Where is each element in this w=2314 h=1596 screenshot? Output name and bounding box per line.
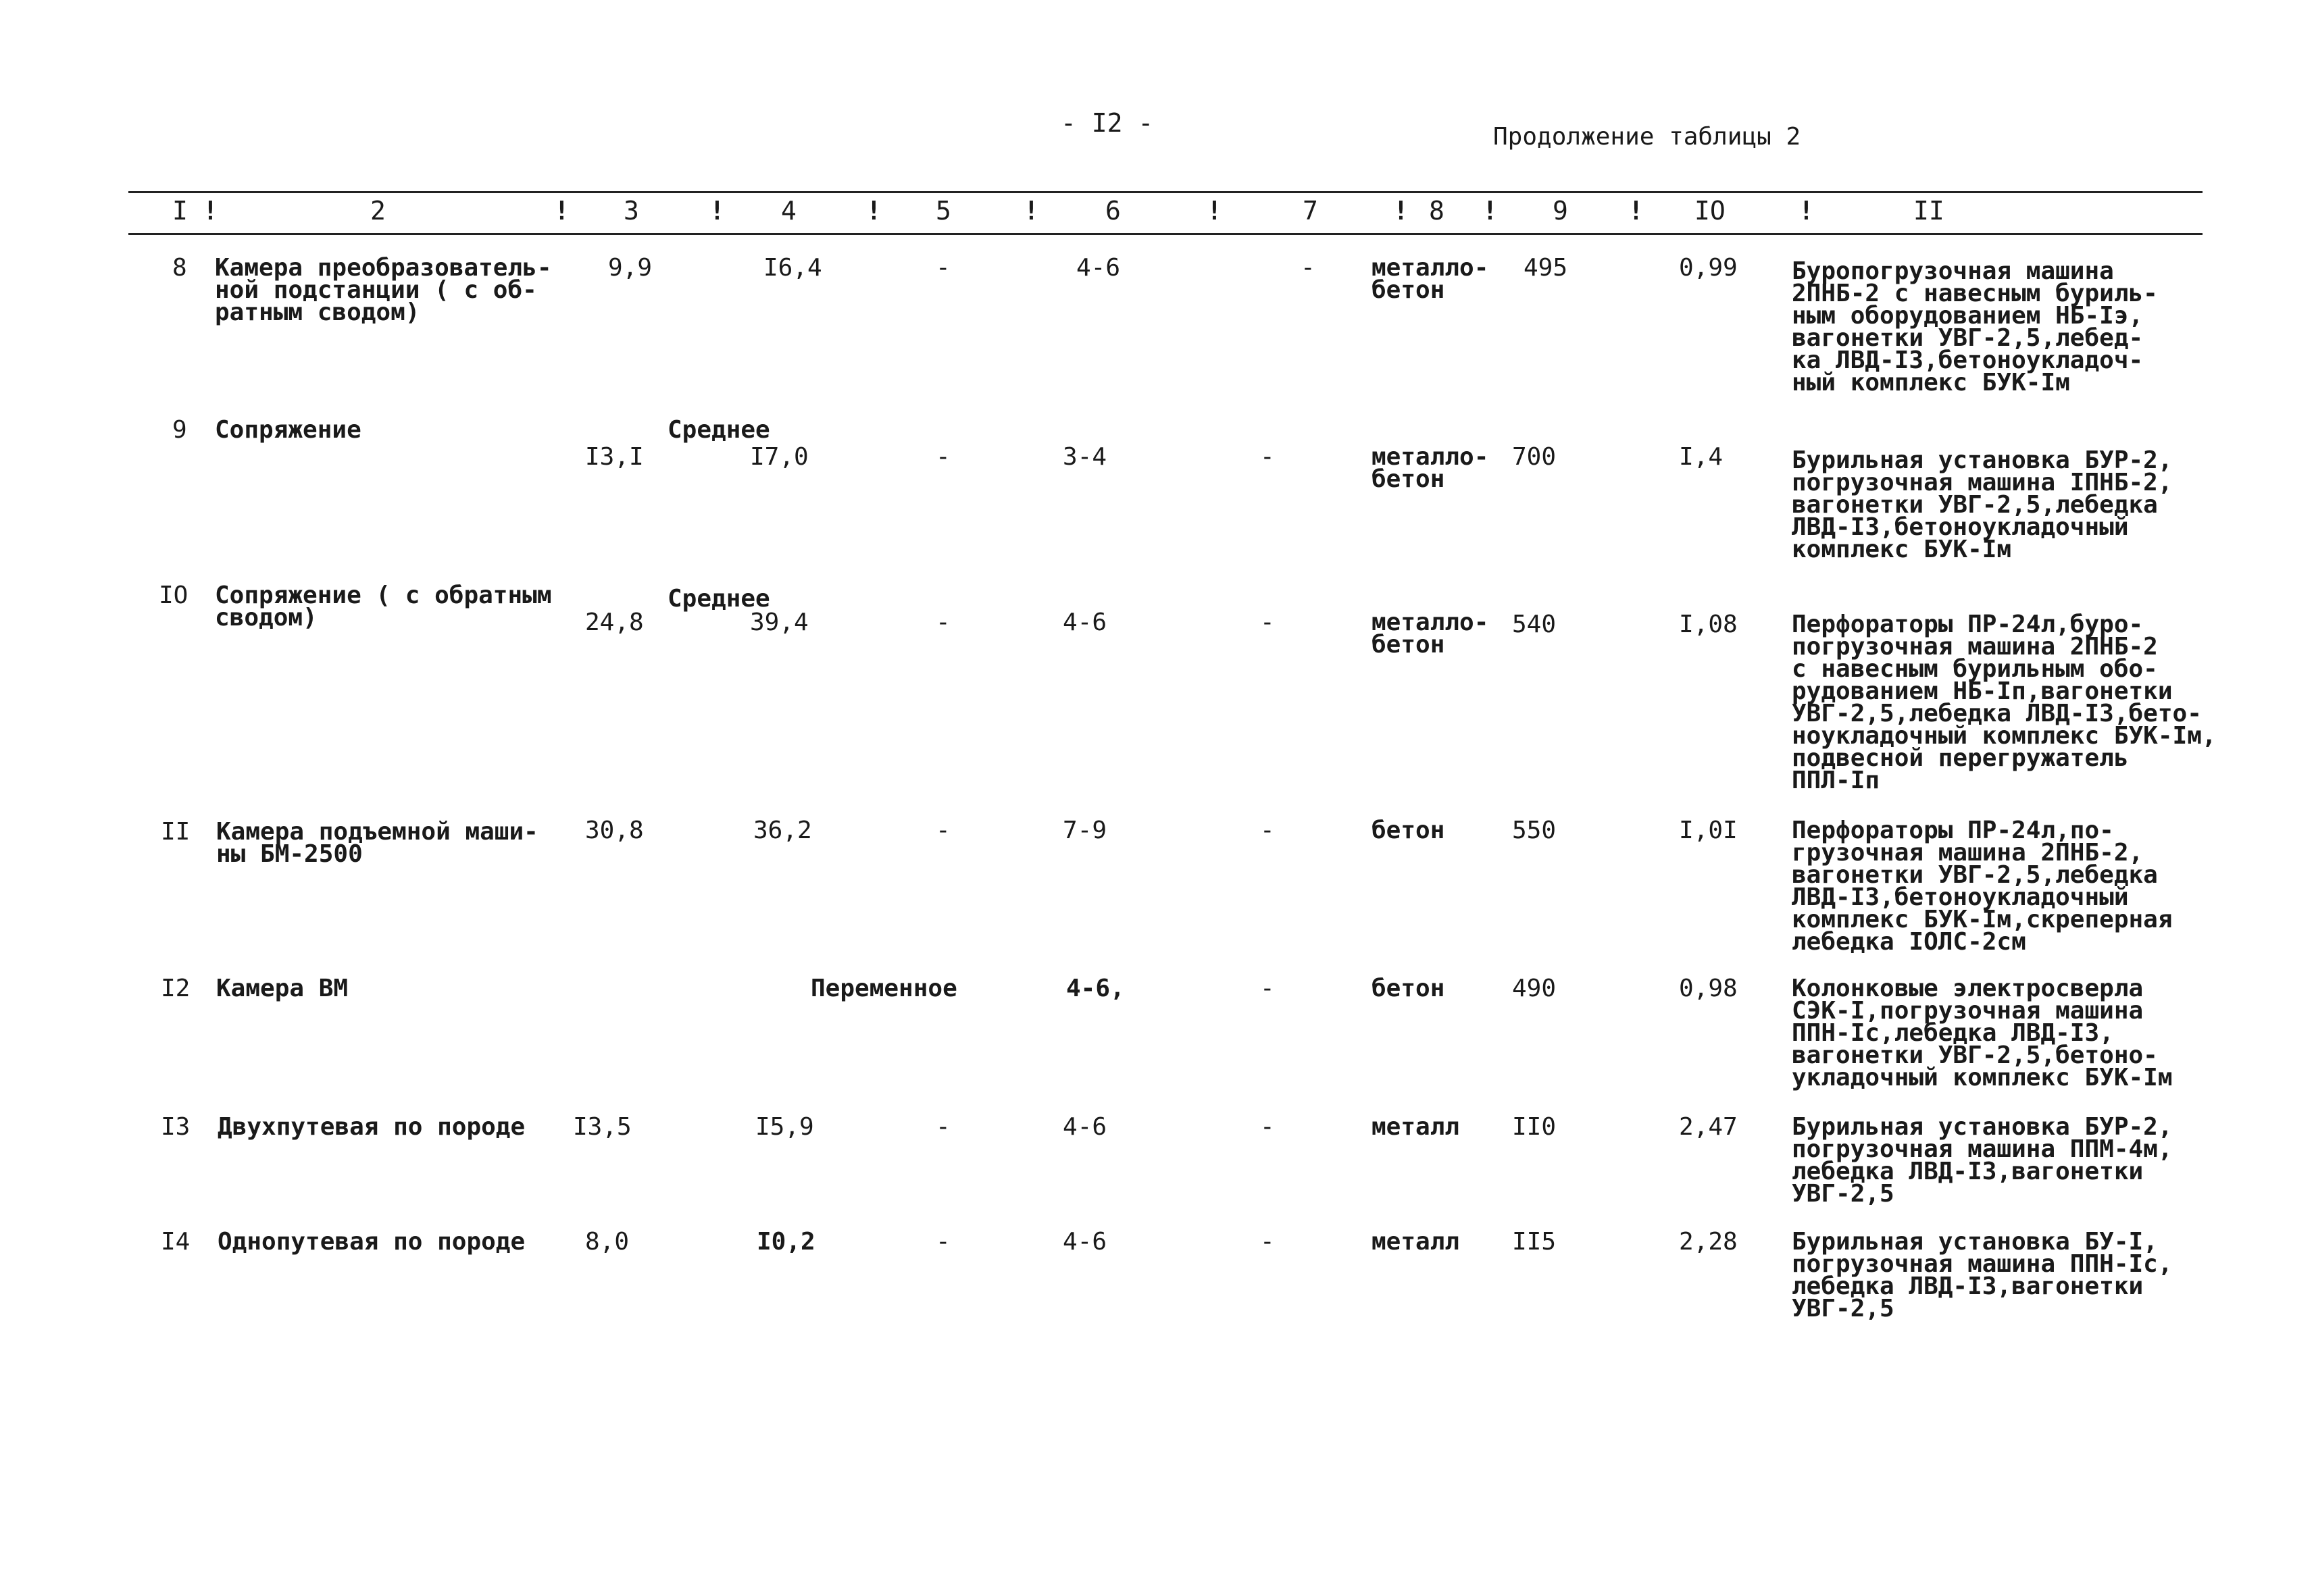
- value-col5: -: [936, 817, 951, 844]
- value-col6: 4-6,: [1066, 975, 1125, 1002]
- col-header-8: 8: [1429, 196, 1444, 226]
- col-header-11: II: [1913, 196, 1944, 226]
- col-separator: !: [1024, 196, 1039, 226]
- col-separator: !: [554, 196, 570, 226]
- value-col4: I0,2: [757, 1228, 815, 1256]
- col-separator: !: [1482, 196, 1498, 226]
- value-col3: I3,5: [573, 1113, 632, 1141]
- value-col4: I6,4: [763, 254, 822, 282]
- value-col10: I,4: [1679, 443, 1724, 471]
- col-separator: !: [1628, 196, 1644, 226]
- value-col8: бетон: [1372, 817, 1445, 844]
- col-header-3: 3: [624, 196, 639, 226]
- value-col3: 8,0: [585, 1228, 630, 1256]
- col-separator: !: [866, 196, 882, 226]
- object-name: Камера ВМ: [216, 975, 349, 1002]
- value-col8: металло- бетон: [1372, 254, 1489, 304]
- page-number: - I2 -: [1061, 108, 1154, 138]
- value-col3: 24,8: [585, 609, 644, 636]
- value-col7: -: [1301, 254, 1315, 282]
- col-header-9: 9: [1553, 196, 1568, 226]
- col-header-2: 2: [370, 196, 386, 226]
- value-col6: 4-6: [1063, 1228, 1107, 1256]
- value-col5: -: [936, 1113, 951, 1141]
- col-header-5: 5: [936, 196, 951, 226]
- value-col5: -: [936, 1228, 951, 1256]
- value-col6: 7-9: [1063, 817, 1107, 844]
- col-header-7: 7: [1303, 196, 1318, 226]
- col-separator: !: [1799, 196, 1814, 226]
- row-number: 9: [172, 416, 187, 444]
- table-continuation-label: Продолжение таблицы 2: [1493, 123, 1801, 151]
- value-col7: -: [1260, 443, 1275, 471]
- value-note: Среднее: [668, 585, 770, 613]
- value-col10: 2,47: [1679, 1113, 1738, 1141]
- object-name: Однопутевая по породе: [218, 1228, 526, 1256]
- object-name: Двухпутевая по породе: [218, 1113, 526, 1141]
- col-separator: !: [1207, 196, 1222, 226]
- value-col9: II0: [1512, 1113, 1557, 1141]
- value-col10: I,0I: [1679, 817, 1738, 844]
- row-number: II: [161, 818, 191, 846]
- value-col7: -: [1260, 975, 1275, 1002]
- value-col3: 30,8: [585, 817, 644, 844]
- col-header-4: 4: [781, 196, 797, 226]
- object-name: Камера подъемной маши- ны БМ-2500: [216, 818, 538, 868]
- value-col9: 495: [1524, 254, 1568, 282]
- row-number: I2: [161, 975, 191, 1002]
- value-col4: 39,4: [750, 609, 809, 636]
- row-number: 8: [172, 254, 187, 282]
- value-col10: 0,99: [1679, 254, 1738, 282]
- value-col3: 9,9: [608, 254, 653, 282]
- value-col11: Бурильная установка БУР-2, погрузочная машина IПНБ-2, вагонетки УВГ-2,5,лебедка ЛВД-I3,бетоноукладочный комплекс БУК-Iм: [1792, 446, 2173, 563]
- value-col11: Бурильная установка БУР-2, погрузочная машина ППМ-4м, лебедка ЛВД-I3,вагонетки УВГ-2,5: [1792, 1113, 2173, 1208]
- value-col3: I3,I: [585, 443, 644, 471]
- value-col6: 4-6: [1063, 609, 1107, 636]
- col-header-1: I: [172, 196, 188, 226]
- col-separator: !: [1393, 196, 1409, 226]
- value-col8: металл: [1372, 1228, 1460, 1256]
- value-col8: металло- бетон: [1372, 443, 1489, 493]
- row-number: IO: [159, 582, 188, 609]
- value-col7: -: [1260, 1228, 1275, 1256]
- value-col9: 700: [1512, 443, 1557, 471]
- value-col9: 490: [1512, 975, 1557, 1002]
- object-name: Сопряжение ( с обратным сводом): [215, 582, 552, 632]
- value-col7: -: [1260, 817, 1275, 844]
- header-bottom-rule: [128, 233, 2203, 235]
- value-col8: металло- бетон: [1372, 609, 1489, 659]
- value-col11: Буропогрузочная машина 2ПНБ-2 с навесным буриль- ным оборудованием НБ-Iэ, вагонетки УВГ-2,5,лебед- ка ЛВД-I3,бетоноуклaдоч- ный комплекс БУК-Iм: [1792, 257, 2158, 396]
- col-header-10: IO: [1694, 196, 1726, 226]
- row-number: I4: [161, 1228, 191, 1256]
- value-col4: I5,9: [755, 1113, 814, 1141]
- value-col11: Колонковые электросверла СЭК-I,погрузочная машина ППН-Iс,лебедка ЛВД-I3, вагонетки УВГ-2,5,бетоно- укладочный комплекс БУК-Iм: [1792, 975, 2173, 1091]
- value-col5: -: [936, 443, 951, 471]
- value-col7: -: [1260, 1113, 1275, 1141]
- value-note: Переменное: [811, 975, 957, 1002]
- value-col9: 550: [1512, 817, 1557, 844]
- object-name: Сопряжение: [215, 416, 361, 444]
- value-col10: I,08: [1679, 611, 1738, 638]
- col-header-6: 6: [1105, 196, 1121, 226]
- col-separator: !: [203, 196, 218, 226]
- value-col9: 540: [1512, 611, 1557, 638]
- value-col9: II5: [1512, 1228, 1557, 1256]
- value-col8: бетон: [1372, 975, 1445, 1002]
- value-col7: -: [1260, 609, 1275, 636]
- value-col10: 2,28: [1679, 1228, 1738, 1256]
- row-number: I3: [161, 1113, 191, 1141]
- value-col11: Перфораторы ПР-24л,по- грузочная машина 2ПНБ-2, вагонетки УВГ-2,5,лебедка ЛВД-I3,бетоноукладочный комплекс БУК-Iм,скреперная лебедка IOЛС-2см: [1792, 817, 2173, 956]
- value-col6: 3-4: [1063, 443, 1107, 471]
- value-col6: 4-6: [1063, 1113, 1107, 1141]
- header-top-rule: [128, 191, 2203, 193]
- value-col6: 4-6: [1076, 254, 1121, 282]
- value-col5: -: [936, 609, 951, 636]
- value-col11: Бурильная установка БУ-I, погрузочная машина ППН-Iс, лебедка ЛВД-I3,вагонетки УВГ-2,5: [1792, 1228, 2173, 1322]
- value-col4: I7,0: [750, 443, 809, 471]
- value-col10: 0,98: [1679, 975, 1738, 1002]
- value-col11: Перфораторы ПР-24л,буро- погрузочная машина 2ПНБ-2 с навесным бурильным обо- рудованием НБ-Iп,вагонетки УВГ-2,5,лебедка ЛВД-I3,бето- ноукладочный комплекс БУК-Iм, подвесной перегружатель ППЛ-Iп: [1792, 611, 2217, 794]
- value-note: Среднее: [668, 416, 770, 444]
- col-separator: !: [709, 196, 725, 226]
- object-name: Камера преобразователь- ной подстанции ( с об- ратным сводом): [215, 254, 552, 326]
- value-col4: 36,2: [753, 817, 812, 844]
- value-col8: металл: [1372, 1113, 1460, 1141]
- value-col5: -: [936, 254, 951, 282]
